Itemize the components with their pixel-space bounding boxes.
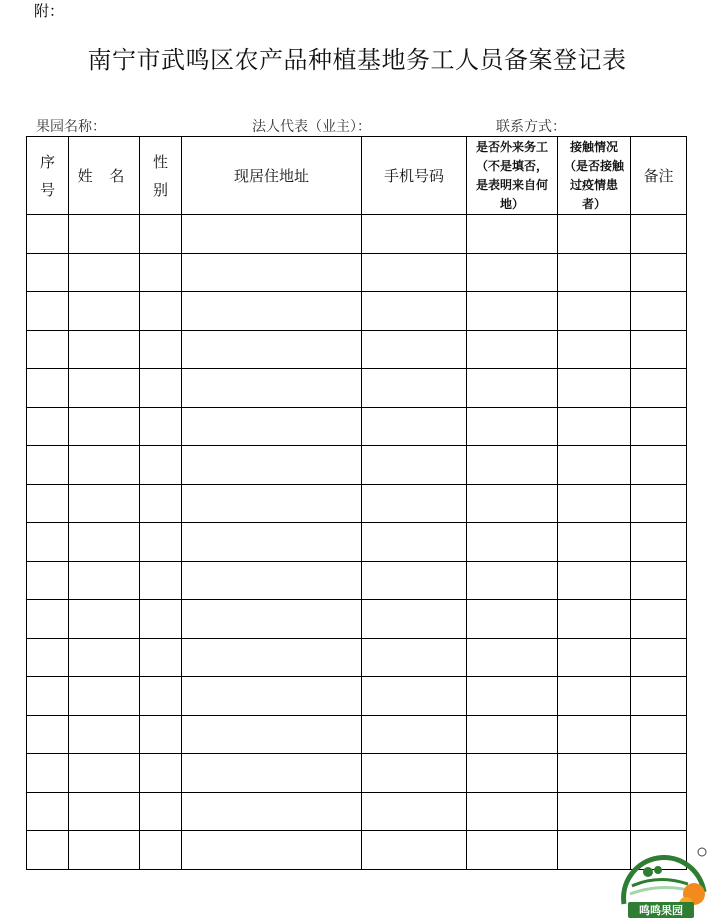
table-cell[interactable] bbox=[631, 484, 687, 523]
table-cell[interactable] bbox=[140, 215, 182, 254]
table-cell[interactable] bbox=[69, 330, 140, 369]
table-cell[interactable] bbox=[27, 561, 69, 600]
table-cell[interactable] bbox=[362, 292, 467, 331]
annex-label: 附： bbox=[34, 2, 65, 20]
table-cell[interactable] bbox=[362, 715, 467, 754]
table-cell[interactable] bbox=[631, 523, 687, 562]
table-cell[interactable] bbox=[467, 561, 558, 600]
table-cell[interactable] bbox=[631, 792, 687, 831]
col-header-phone: 手机号码 bbox=[362, 137, 467, 215]
table-cell[interactable] bbox=[558, 677, 631, 716]
table-cell[interactable] bbox=[182, 292, 362, 331]
table-cell[interactable] bbox=[467, 831, 558, 870]
table-cell[interactable] bbox=[362, 446, 467, 485]
table-cell[interactable] bbox=[27, 253, 69, 292]
table-cell[interactable] bbox=[182, 754, 362, 793]
table-cell[interactable] bbox=[362, 407, 467, 446]
table-cell[interactable] bbox=[631, 715, 687, 754]
table-cell[interactable] bbox=[467, 407, 558, 446]
table-cell[interactable] bbox=[467, 600, 558, 639]
table-row bbox=[27, 523, 687, 562]
table-row bbox=[27, 215, 687, 254]
table-cell[interactable] bbox=[558, 638, 631, 677]
table-cell[interactable] bbox=[27, 754, 69, 793]
table-cell[interactable] bbox=[558, 754, 631, 793]
table-cell[interactable] bbox=[69, 754, 140, 793]
orchard-name-label: 果园名称： bbox=[36, 119, 106, 135]
table-cell[interactable] bbox=[27, 677, 69, 716]
table-cell[interactable] bbox=[631, 369, 687, 408]
table-cell[interactable] bbox=[140, 523, 182, 562]
table-cell[interactable] bbox=[467, 677, 558, 716]
table-cell[interactable] bbox=[140, 253, 182, 292]
table-cell[interactable] bbox=[182, 369, 362, 408]
registration-table bbox=[26, 136, 687, 870]
table-cell[interactable] bbox=[182, 330, 362, 369]
table-cell[interactable] bbox=[631, 446, 687, 485]
table-cell[interactable] bbox=[140, 330, 182, 369]
table-cell[interactable] bbox=[558, 484, 631, 523]
table-cell[interactable] bbox=[362, 215, 467, 254]
table-cell[interactable] bbox=[27, 292, 69, 331]
table-cell[interactable] bbox=[467, 330, 558, 369]
table-cell[interactable] bbox=[631, 677, 687, 716]
table-cell[interactable] bbox=[182, 677, 362, 716]
table-cell[interactable] bbox=[362, 638, 467, 677]
table-cell[interactable] bbox=[69, 561, 140, 600]
table-row bbox=[27, 369, 687, 408]
table-cell[interactable] bbox=[362, 677, 467, 716]
legal-rep-label: 法人代表（业主）： bbox=[252, 119, 371, 135]
table-cell[interactable] bbox=[558, 292, 631, 331]
table-cell[interactable] bbox=[631, 292, 687, 331]
table-cell[interactable] bbox=[362, 253, 467, 292]
col-header-seq bbox=[27, 137, 69, 215]
table-cell[interactable] bbox=[140, 407, 182, 446]
brand-logo bbox=[618, 844, 712, 920]
table-cell[interactable] bbox=[69, 369, 140, 408]
table-cell[interactable] bbox=[140, 677, 182, 716]
table-cell[interactable] bbox=[69, 523, 140, 562]
table-cell[interactable] bbox=[558, 600, 631, 639]
table-cell[interactable] bbox=[27, 407, 69, 446]
logo-graphic bbox=[618, 844, 712, 920]
table-cell[interactable] bbox=[69, 446, 140, 485]
table-cell[interactable] bbox=[631, 754, 687, 793]
table-cell[interactable] bbox=[182, 253, 362, 292]
table-cell[interactable] bbox=[140, 561, 182, 600]
col-header-migrant: 是否外来务工（不是填否，是表明来自何地） bbox=[467, 137, 558, 215]
seq-char-1: 序 bbox=[39, 152, 55, 171]
table-cell[interactable] bbox=[362, 561, 467, 600]
table-cell[interactable] bbox=[69, 600, 140, 639]
table-cell[interactable] bbox=[362, 600, 467, 639]
table-cell[interactable] bbox=[69, 292, 140, 331]
table-cell[interactable] bbox=[140, 792, 182, 831]
table-cell[interactable] bbox=[558, 330, 631, 369]
table-cell[interactable] bbox=[631, 561, 687, 600]
table-cell[interactable] bbox=[69, 484, 140, 523]
table-row bbox=[27, 600, 687, 639]
table-cell[interactable] bbox=[362, 369, 467, 408]
table-cell[interactable] bbox=[558, 792, 631, 831]
table-cell[interactable] bbox=[182, 600, 362, 639]
table-cell[interactable] bbox=[558, 407, 631, 446]
table-row bbox=[27, 754, 687, 793]
table-cell[interactable] bbox=[140, 600, 182, 639]
table-cell[interactable] bbox=[27, 715, 69, 754]
table-cell[interactable] bbox=[140, 754, 182, 793]
table-cell[interactable] bbox=[27, 831, 69, 870]
registered-mark-icon bbox=[698, 848, 706, 856]
table-cell[interactable] bbox=[631, 215, 687, 254]
col-header-contact-status: 接触情况（是否接触过疫情患者） bbox=[558, 137, 631, 215]
seq-char-2: 号 bbox=[39, 180, 55, 199]
table-cell[interactable] bbox=[27, 792, 69, 831]
table-cell[interactable] bbox=[558, 523, 631, 562]
table-body bbox=[27, 215, 687, 870]
table-row bbox=[27, 407, 687, 446]
table-cell[interactable] bbox=[69, 792, 140, 831]
table-cell[interactable] bbox=[558, 446, 631, 485]
table-cell[interactable] bbox=[558, 561, 631, 600]
table-row bbox=[27, 484, 687, 523]
col-header-address: 现居住地址 bbox=[182, 137, 362, 215]
table-cell[interactable] bbox=[362, 754, 467, 793]
table-cell[interactable] bbox=[362, 831, 467, 870]
table-cell[interactable] bbox=[182, 407, 362, 446]
table-row bbox=[27, 677, 687, 716]
table-cell[interactable] bbox=[467, 638, 558, 677]
table-cell[interactable] bbox=[69, 638, 140, 677]
table-row bbox=[27, 831, 687, 870]
table-cell[interactable] bbox=[182, 523, 362, 562]
table-cell[interactable] bbox=[631, 407, 687, 446]
contact-label: 联系方式： bbox=[496, 119, 566, 135]
table-cell[interactable] bbox=[182, 715, 362, 754]
table-cell[interactable] bbox=[140, 715, 182, 754]
table-cell[interactable] bbox=[27, 523, 69, 562]
col-header-gender bbox=[140, 137, 182, 215]
table-cell[interactable] bbox=[27, 215, 69, 254]
table-cell[interactable] bbox=[467, 369, 558, 408]
page-title: 南宁市武鸣区农产品种植基地务工人员备案登记表 bbox=[87, 46, 627, 74]
table-cell[interactable] bbox=[467, 446, 558, 485]
table-cell[interactable] bbox=[182, 638, 362, 677]
table-cell[interactable] bbox=[558, 715, 631, 754]
logo-hill bbox=[632, 879, 688, 886]
table-cell[interactable] bbox=[69, 407, 140, 446]
table-cell[interactable] bbox=[362, 484, 467, 523]
table-cell[interactable] bbox=[182, 561, 362, 600]
table-cell[interactable] bbox=[182, 215, 362, 254]
table-cell[interactable] bbox=[467, 292, 558, 331]
table-cell[interactable] bbox=[27, 484, 69, 523]
table-cell[interactable] bbox=[69, 831, 140, 870]
table-cell[interactable] bbox=[467, 484, 558, 523]
logo-tree-icon bbox=[654, 866, 662, 874]
table-cell[interactable] bbox=[362, 523, 467, 562]
table-cell[interactable] bbox=[182, 792, 362, 831]
table-cell[interactable] bbox=[631, 330, 687, 369]
table-cell[interactable] bbox=[27, 369, 69, 408]
table-cell[interactable] bbox=[69, 253, 140, 292]
table-cell[interactable] bbox=[182, 484, 362, 523]
table-cell[interactable] bbox=[140, 292, 182, 331]
table-cell[interactable] bbox=[140, 484, 182, 523]
gender-char-2: 别 bbox=[152, 180, 168, 199]
table-cell[interactable] bbox=[467, 253, 558, 292]
table-cell[interactable] bbox=[558, 253, 631, 292]
table-row bbox=[27, 561, 687, 600]
table-cell[interactable] bbox=[631, 253, 687, 292]
table-cell[interactable] bbox=[362, 330, 467, 369]
table-row bbox=[27, 715, 687, 754]
table-cell[interactable] bbox=[27, 600, 69, 639]
table-cell[interactable] bbox=[27, 638, 69, 677]
table-row bbox=[27, 253, 687, 292]
table-row bbox=[27, 330, 687, 369]
table-cell[interactable] bbox=[182, 446, 362, 485]
table-cell[interactable] bbox=[69, 715, 140, 754]
col-header-remark: 备注 bbox=[631, 137, 687, 215]
table-cell[interactable] bbox=[558, 369, 631, 408]
table-row bbox=[27, 292, 687, 331]
table-cell[interactable] bbox=[467, 215, 558, 254]
table-cell[interactable] bbox=[467, 715, 558, 754]
table-row bbox=[27, 446, 687, 485]
table-cell[interactable] bbox=[467, 523, 558, 562]
table-row bbox=[27, 792, 687, 831]
table-cell[interactable] bbox=[140, 369, 182, 408]
table-row bbox=[27, 638, 687, 677]
table-cell[interactable] bbox=[467, 754, 558, 793]
logo-tree-icon bbox=[643, 867, 653, 877]
table-cell[interactable] bbox=[140, 446, 182, 485]
table-cell[interactable] bbox=[362, 792, 467, 831]
table-cell[interactable] bbox=[467, 792, 558, 831]
header-row bbox=[27, 137, 687, 215]
table-cell[interactable] bbox=[558, 215, 631, 254]
logo-text: 鸣鸣果园 bbox=[639, 904, 683, 917]
table-cell[interactable] bbox=[631, 600, 687, 639]
col-header-name bbox=[69, 137, 140, 215]
table-cell[interactable] bbox=[140, 831, 182, 870]
gender-char-1: 性 bbox=[152, 152, 168, 171]
table-cell[interactable] bbox=[69, 215, 140, 254]
table-cell[interactable] bbox=[27, 446, 69, 485]
table-cell[interactable] bbox=[27, 330, 69, 369]
name-header-text: 姓 名 bbox=[77, 167, 131, 185]
table-cell[interactable] bbox=[182, 831, 362, 870]
table-cell[interactable] bbox=[69, 677, 140, 716]
table-cell[interactable] bbox=[631, 638, 687, 677]
table-cell[interactable] bbox=[140, 638, 182, 677]
